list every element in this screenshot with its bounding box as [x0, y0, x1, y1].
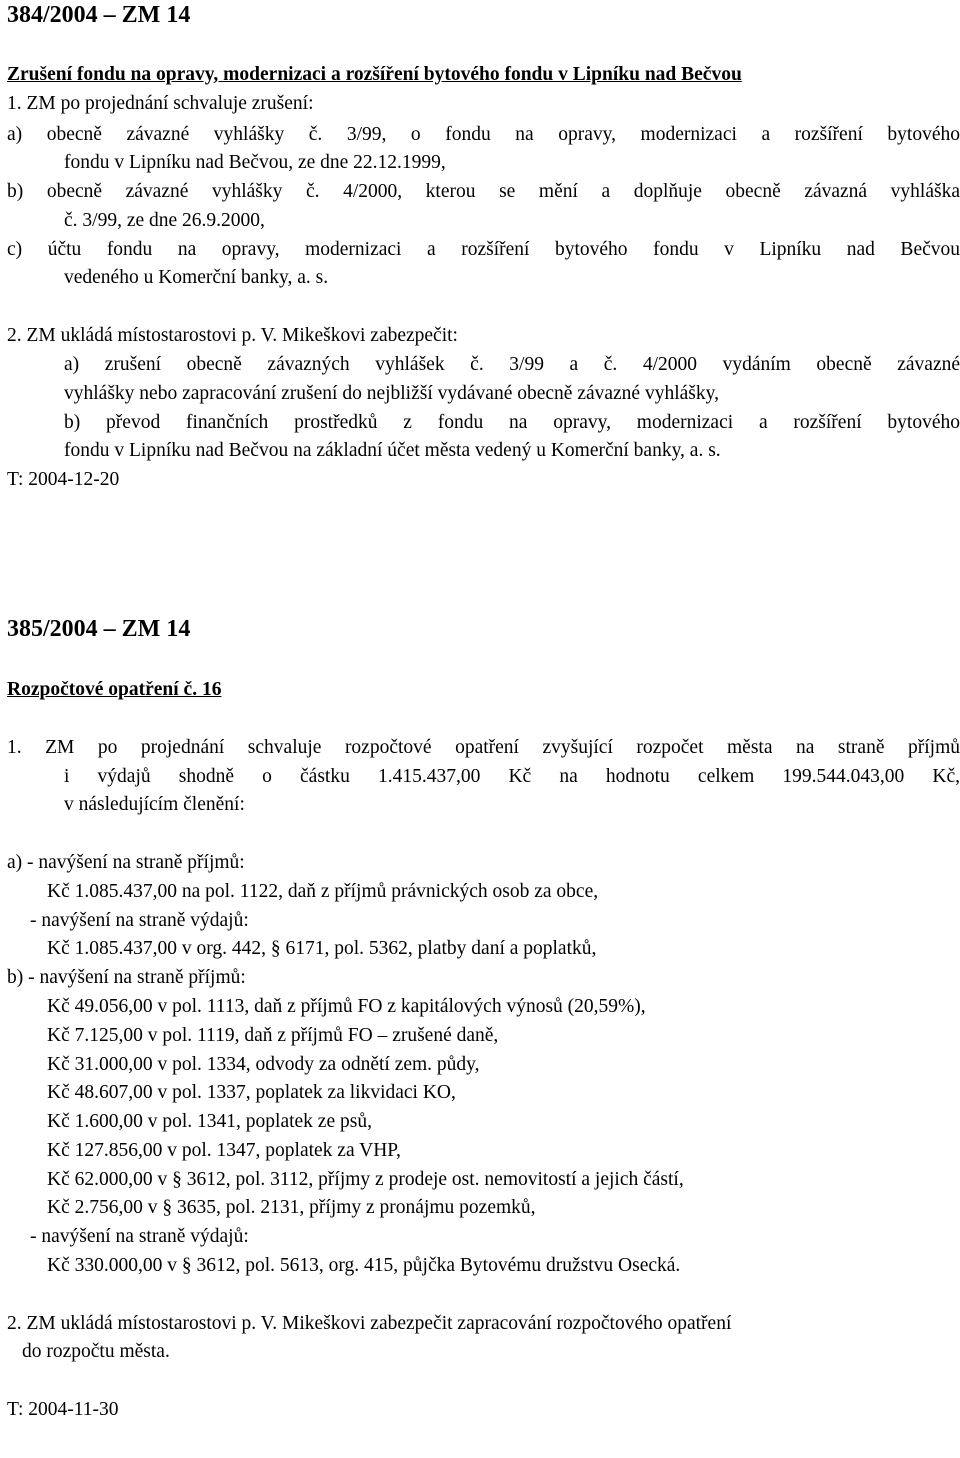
item-d-line2: vyhlášky nebo zapracování zrušení do nejbližší vydávané obecně závazné vyhlášky,: [64, 383, 719, 404]
item-e-line1: b) převod finančních prostředků z fondu na opravy, modernizaci a rozšíření bytového: [64, 412, 960, 433]
item-c-line1: c) účtu fondu na opravy, modernizaci a rozšíření bytového fondu v Lipníku nad Bečvou: [7, 239, 960, 260]
budget-item: Kč 62.000,00 v § 3612, pol. 3112, příjmy z prodeje ost. nemovitostí a jejich částí,: [47, 1169, 684, 1190]
section-a-subheading: - navýšení na straně výdajů:: [30, 910, 249, 931]
term-date: T: 2004-11-30: [7, 1399, 119, 1420]
item-e-line2: fondu v Lipníku nad Bečvou na základní účet města vedený u Komerční banky, a. s.: [64, 440, 721, 461]
section-b-heading: b) - navýšení na straně příjmů:: [7, 967, 246, 988]
item-c-line2: vedeného u Komerční banky, a. s.: [64, 267, 329, 288]
budget-item: Kč 330.000,00 v § 3612, pol. 5613, org. 415, půjčka Bytovému družstvu Osecká.: [47, 1255, 681, 1276]
paragraph-1: 1. ZM po projednání schvaluje zrušení:: [7, 93, 314, 114]
term-date: T: 2004-12-20: [7, 469, 120, 490]
budget-item: Kč 127.856,00 v pol. 1347, poplatek za VHP,: [47, 1140, 401, 1161]
resolution-title: Zrušení fondu na opravy, modernizaci a rozšíření bytového fondu v Lipníku nad Bečvou: [7, 64, 742, 85]
item-b-line2: č. 3/99, ze dne 26.9.2000,: [64, 210, 265, 231]
section-b-subheading: - navýšení na straně výdajů:: [30, 1226, 249, 1247]
budget-item: Kč 48.607,00 v pol. 1337, poplatek za likvidaci KO,: [47, 1082, 456, 1103]
budget-item: Kč 31.000,00 v pol. 1334, odvody za odnětí zem. půdy,: [47, 1054, 480, 1075]
paragraph-2: 2. ZM ukládá místostarostovi p. V. Mikeškovi zabezpečit:: [7, 325, 458, 346]
paragraph-2-line1: 2. ZM ukládá místostarostovi p. V. Mikeškovi zabezpečit zapracování rozpočtového opatření: [7, 1313, 732, 1334]
resolution-title: Rozpočtové opatření č. 16: [7, 679, 222, 700]
paragraph-1-line3: v následujícím členění:: [64, 794, 245, 815]
budget-item: Kč 1.085.437,00 na pol. 1122, daň z příjmů právnických osob za obce,: [47, 881, 599, 902]
budget-item: Kč 1.600,00 v pol. 1341, poplatek ze psů,: [47, 1111, 372, 1132]
resolution-number: 384/2004 – ZM 14: [7, 2, 191, 28]
item-a-line1: a) obecně závazné vyhlášky č. 3/99, o fondu na opravy, modernizaci a rozšíření bytového: [7, 124, 960, 145]
budget-item: Kč 49.056,00 v pol. 1113, daň z příjmů FO z kapitálových výnosů (20,59%),: [47, 996, 646, 1017]
item-d-line1: a) zrušení obecně závazných vyhlášek č. 3/99 a č. 4/2000 vydáním obecně závazné: [64, 354, 960, 375]
budget-item: Kč 7.125,00 v pol. 1119, daň z příjmů FO – zrušené daně,: [47, 1025, 499, 1046]
paragraph-1-line1: 1. ZM po projednání schvaluje rozpočtové opatření zvyšující rozpočet města na straně příjmů: [7, 737, 960, 758]
paragraph-2-line2: do rozpočtu města.: [22, 1341, 170, 1362]
budget-item: Kč 2.756,00 v § 3635, pol. 2131, příjmy z pronájmu pozemků,: [47, 1197, 536, 1218]
section-a-heading: a) - navýšení na straně příjmů:: [7, 852, 245, 873]
paragraph-1-line2: i výdajů shodně o částku 1.415.437,00 Kč na hodnotu celkem 199.544.043,00 Kč,: [64, 766, 960, 787]
item-b-line1: b) obecně závazné vyhlášky č. 4/2000, kterou se mění a doplňuje obecně závazná vyhláška: [7, 181, 960, 202]
resolution-number: 385/2004 – ZM 14: [7, 616, 191, 642]
item-a-line2: fondu v Lipníku nad Bečvou, ze dne 22.12.1999,: [64, 152, 446, 173]
budget-item: Kč 1.085.437,00 v org. 442, § 6171, pol. 5362, platby daní a poplatků,: [47, 938, 597, 959]
